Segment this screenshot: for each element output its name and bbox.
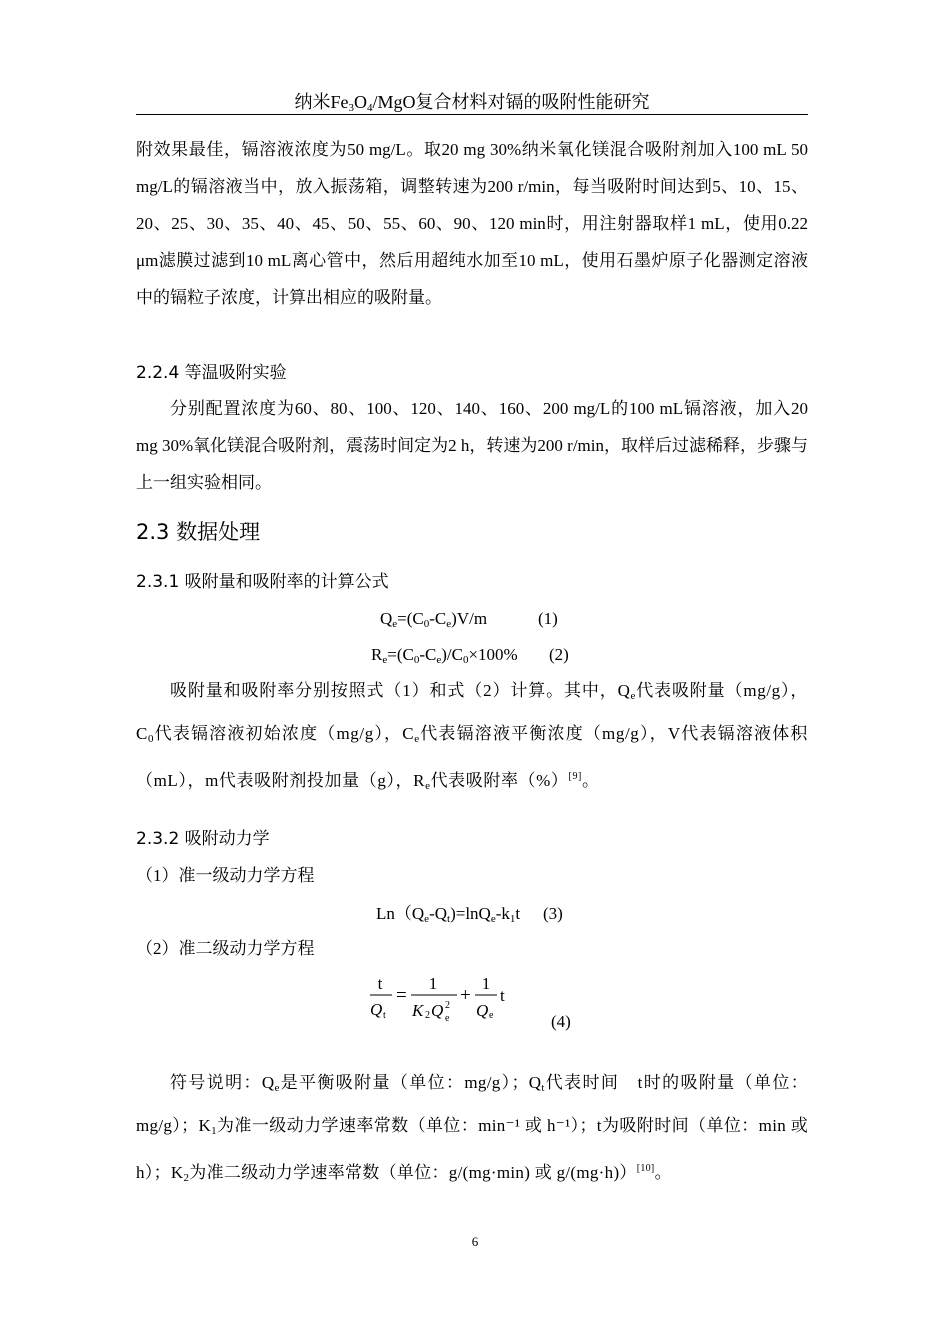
eq3-part: -Q — [429, 904, 448, 923]
eq1-sub: e — [446, 618, 452, 630]
first-order-title: （1）准一级动力学方程 — [136, 866, 315, 885]
eq3-sub: e — [424, 913, 430, 925]
citation-9: [9] — [568, 771, 582, 782]
p3-text: 代表吸附率（%） — [430, 771, 569, 790]
p4-sub: t — [541, 1082, 545, 1094]
paragraph-kinetics-procedure: 附效果最佳，镉溶液浓度为50 mg/L。取20 mg 30%纳米氧化镁混合吸附剂加入100 mL 50 mg/L的镉溶液当中，放入振荡箱，调整转速为200 r/min，每当吸附时间达到5、10、15、20、25、30、35、40、45、50、55、60、90、120 min时，用注射器取样1 mL，使用0.22 μm滤膜过滤到10 mL离心管中，然后用超纯水加至10 mL，使用石墨炉原子化器测定溶液中的镉粒子浓度，计算出相应的吸附量。 — [136, 140, 808, 307]
equation-1 — [380, 607, 487, 636]
citation-10: [10] — [636, 1163, 655, 1174]
equation-1-number: (1) — [538, 609, 558, 628]
second-order-title: （2）准二级动力学方程 — [136, 939, 315, 958]
p3-text: 代表镉溶液平衡浓度（mg/g），V代表镉溶液体积（mL），m代表吸附剂投加量（g），R — [136, 724, 808, 790]
eq1-part: Q — [380, 609, 393, 628]
eq2-part: R — [371, 645, 383, 664]
p4-text: 是平衡吸附量（单位：mg/g）；Q — [279, 1073, 542, 1092]
p3-text: 代表吸附量（mg/g），C — [136, 681, 808, 743]
heading-2-3: 2.3 数据处理 — [136, 520, 261, 544]
eq2-sub: 0 — [413, 654, 420, 666]
p4-sub: 1 — [211, 1125, 217, 1137]
eq1-sub: e — [392, 618, 398, 630]
eq4-f2-den-sub: e — [489, 1010, 494, 1021]
p4-text: 为准二级动力学速率常数（单位：g/(mg·min) 或 g/(mg·h)） — [189, 1163, 637, 1182]
p3-sub: e — [630, 690, 636, 702]
eq3-part: )=lnQ — [450, 904, 491, 923]
eq4-tail: t — [500, 986, 505, 1005]
equation-3-number: (3) — [543, 904, 563, 923]
eq4-lhs-den-sub: t — [383, 1010, 386, 1021]
eq4-f1-den-q-sub: e — [445, 1013, 450, 1024]
header-sub-2: 4 — [366, 102, 373, 114]
eq4-f2-den: Q — [476, 1001, 489, 1020]
heading-2-3-1: 2.3.1 吸附量和吸附率的计算公式 — [136, 572, 389, 592]
eq4-equals: = — [396, 985, 407, 1006]
heading-2-3-2: 2.3.2 吸附动力学 — [136, 829, 270, 849]
equation-4-number: (4) — [551, 1012, 571, 1031]
equation-2-number: (2) — [549, 645, 569, 664]
eq4-f2-num: 1 — [481, 974, 491, 993]
eq3-sub: t — [447, 913, 451, 925]
equation-4 — [368, 968, 528, 1030]
header-rule — [136, 114, 808, 115]
eq2-sub: e — [382, 654, 388, 666]
p3-sub: 0 — [147, 733, 155, 745]
eq1-sub: 0 — [423, 618, 430, 630]
eq4-lhs-den: Q — [370, 1000, 383, 1019]
eq2-part: ×100% — [468, 645, 518, 664]
eq4-f1-den-q: Q — [431, 1001, 444, 1020]
paragraph-formula-explanation — [136, 672, 808, 805]
header-text-1: 纳米Fe — [294, 92, 349, 112]
eq4-f1-den-k: K — [412, 1001, 424, 1020]
page-number: 6 — [471, 1234, 479, 1249]
eq4-plus: + — [460, 985, 471, 1006]
eq4-f1-num: 1 — [428, 974, 438, 993]
eq1-part: =(C — [397, 609, 424, 628]
p4-text: 代表时间 t时的吸附量（单位：mg/g）；K — [136, 1073, 808, 1135]
p3-text: 吸附量和吸附率分别按照式（1）和式（2）计算。其中，Q — [170, 681, 631, 700]
p4-text: 。 — [654, 1163, 672, 1182]
p3-text: 。 — [582, 771, 600, 790]
equation-3 — [376, 902, 520, 931]
p3-sub: e — [414, 733, 420, 745]
eq2-part: -C — [419, 645, 437, 664]
running-header — [136, 90, 808, 120]
p3-text: 代表镉溶液初始浓度（mg/g），C — [154, 724, 415, 743]
eq2-part: )/C — [441, 645, 463, 664]
eq4-f1-den-q-sup: 2 — [445, 1000, 450, 1011]
paragraph-symbol-explanation — [136, 1064, 808, 1197]
eq3-part: Ln（Q — [376, 904, 425, 923]
p4-sub: 2 — [183, 1172, 190, 1184]
eq2-sub: 0 — [462, 654, 469, 666]
eq3-sub: 1 — [509, 913, 516, 925]
eq4-lhs-num: t — [377, 974, 383, 993]
eq3-part: -k — [495, 904, 510, 923]
eq1-part: )V/m — [451, 609, 488, 628]
eq3-sub: e — [490, 913, 496, 925]
eq2-sub: e — [436, 654, 442, 666]
eq1-part: -C — [429, 609, 447, 628]
eq4-f1-den-k-sub: 2 — [425, 1010, 430, 1021]
eq2-part: =(C — [387, 645, 414, 664]
p4-text: 为准一级动力学速率常数（单位：min⁻¹ 或 h⁻¹）；t为吸附时间（单位：min 或 h）；K — [136, 1116, 808, 1182]
header-sub-1: 3 — [348, 102, 354, 114]
eq3-part: t — [515, 904, 521, 923]
p4-sub: e — [274, 1082, 280, 1094]
paragraph-isotherm-procedure: 分别配置浓度为60、80、100、120、140、160、200 mg/L的100 mL镉溶液，加入20 mg 30%氧化镁混合吸附剂，震荡时间定为2 h，转速为200 r/min，取样后过滤稀释，步骤与上一组实验相同。 — [136, 399, 808, 492]
heading-2-2-4: 2.2.4 等温吸附实验 — [136, 363, 287, 383]
header-text-2: O — [353, 92, 367, 112]
header-text-3: /MgO复合材料对镉的吸附性能研究 — [372, 92, 650, 112]
p4-text: 符号说明：Q — [170, 1073, 275, 1092]
equation-2 — [371, 643, 518, 672]
p3-sub: e — [425, 780, 431, 792]
